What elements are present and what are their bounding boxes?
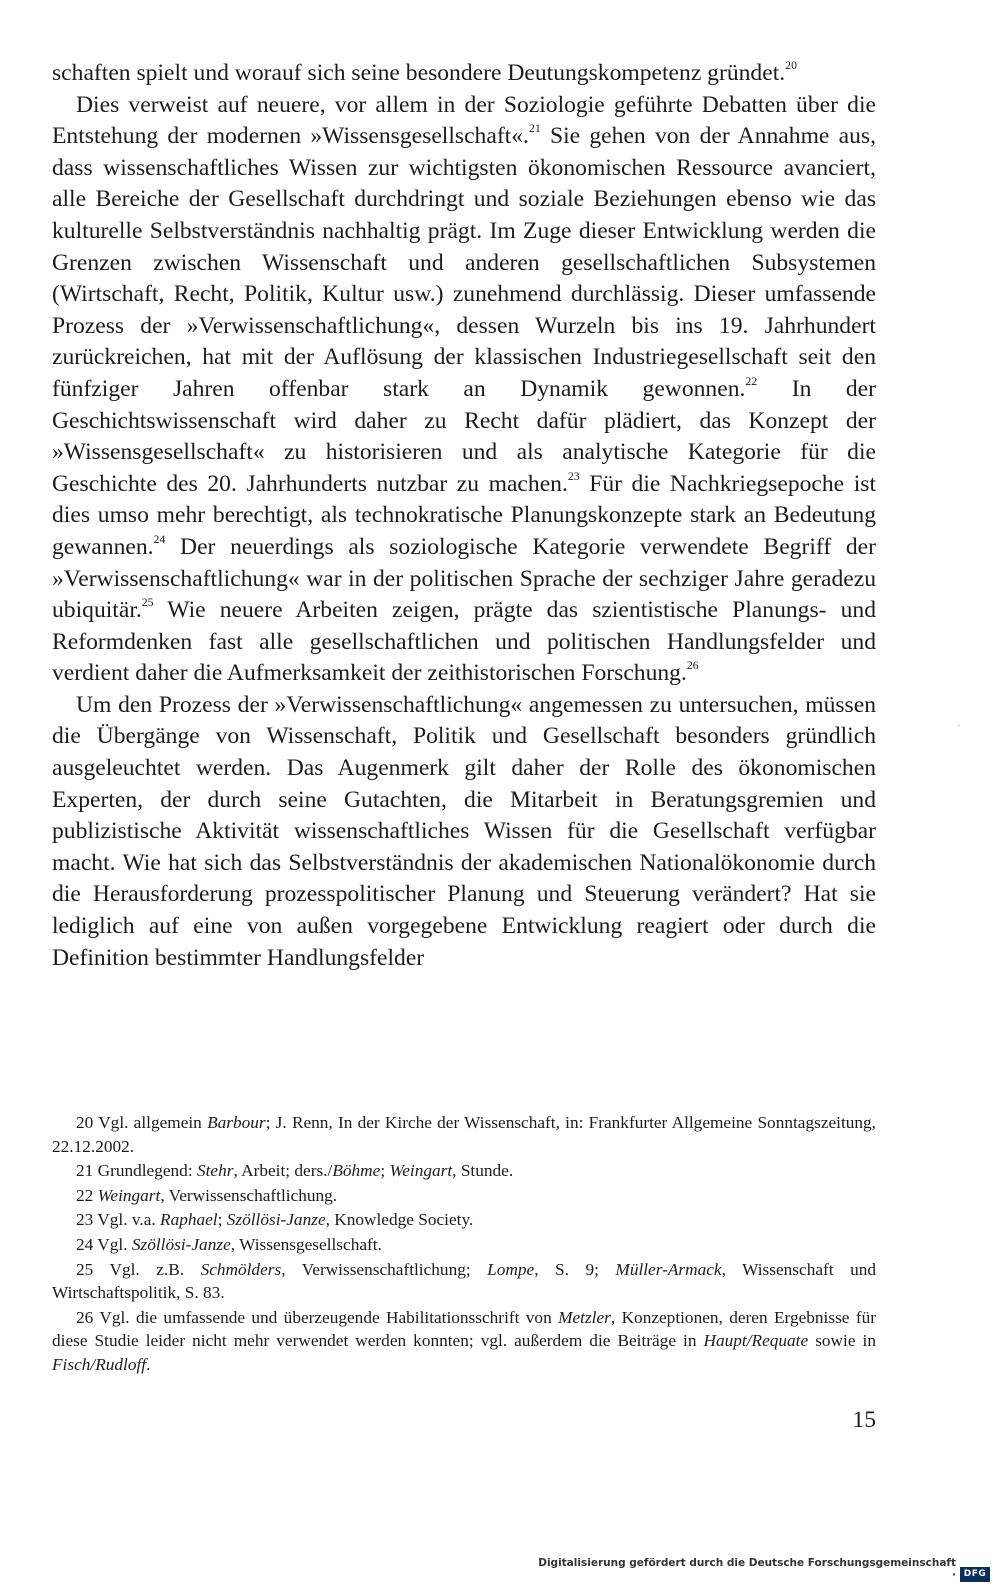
dfg-logo: DFG	[960, 1567, 990, 1582]
footnote	[52, 1208, 876, 1232]
author-name: Weingart	[389, 1161, 453, 1181]
text-run: , S. 9;	[534, 1259, 616, 1279]
text-run: , Wissenschaft und Wirtschaftspolitik, S. 83.	[52, 1259, 876, 1303]
footnote	[52, 1159, 876, 1183]
margin-mark: ·	[957, 718, 961, 732]
text-run: ;	[217, 1210, 227, 1230]
text-run: ;	[380, 1161, 390, 1181]
author-name: Barbour	[207, 1113, 266, 1132]
text-run: Der neuerdings als soziologische Kategorie verwendete Begriff der »Verwissenschaftlichung« war in der politischen Sprache der sechziger Jahre geradezu ubiquitär.	[52, 533, 876, 624]
author-name: Fisch/Rudloff	[52, 1354, 147, 1374]
footnote-ref: 21	[528, 120, 541, 135]
text-run: Um den Prozess der »Verwissenschaftlichung« angemessen zu untersuchen, müssen die Übergänge von Wissenschaft, Politik und Gesellschaft besonders gründlich ausgeleuchtet werden. Das Augenmerk gilt daher der Rolle des ökonomischen Experten, der durch seine Gutachten, die Mitarbeit in Beratungsgremien und publizistische Aktivität wissenschaftliches Wissen für die Gesellschaft verfügbar macht. Wie hat sich das Selbstverständnis der akademischen Nationalökonomie durch die Herausforderung prozesspolitischer Planung und Steuerung verändert? Hat sie lediglich auf eine von außen vorgegebene Entwicklung reagiert oder durch die Definition bestimmter Handlungsfelder	[52, 691, 876, 971]
text-run: Wie neuere Arbeiten zeigen, prägte das szientistische Planungs- und Reformdenken fast alle gesellschaftlichen und politischen Handlungsfelder und verdient daher die Aufmerksamkeit der zeithistorischen Forschung.	[52, 597, 876, 687]
text-run: , Knowledge Society.	[325, 1210, 474, 1230]
footnote	[52, 1306, 876, 1377]
footnote	[52, 1258, 876, 1305]
footnote-ref: 22	[745, 373, 758, 388]
author-name: Böhme	[332, 1161, 381, 1181]
text-run: , Verwissenschaftlichung;	[281, 1259, 488, 1279]
text-run: In der Geschichtswissenschaft wird daher zu Recht dafür plädiert, das Konzept der »Wissensgesellschaft« zu historisieren und als analytische Kategorie für die Geschichte des 20. Jahrhunderts nutzbar zu machen.	[52, 375, 877, 497]
footnote-ref: 25	[141, 594, 154, 609]
text-run: 24 Vgl.	[76, 1234, 132, 1254]
page-body	[52, 58, 876, 974]
author-name: Stehr	[196, 1161, 234, 1181]
paragraph	[52, 690, 876, 974]
text-run: , Stunde.	[452, 1161, 514, 1181]
digitization-credit: Digitalisierung gefördert durch die Deutsche Forschungsgemeinschaft ·	[538, 1557, 956, 1581]
text-run: sowie in	[808, 1331, 876, 1351]
footnotes	[52, 1111, 876, 1377]
footnote	[52, 1233, 876, 1257]
text-run: Dies verweist auf neuere, vor allem in der Soziologie geführte Debatten über die Entstehung der modernen »Wissensgesellschaft«.	[52, 91, 876, 150]
author-name: Raphael	[160, 1210, 218, 1230]
footnote	[52, 1111, 876, 1158]
text-run: .	[146, 1354, 151, 1374]
footnote-ref: 24	[153, 531, 166, 546]
footnote-ref: 20	[785, 57, 797, 72]
author-name: Metzler	[558, 1307, 611, 1327]
text-run: , Arbeit; ders./	[233, 1161, 333, 1181]
body-text	[52, 58, 876, 974]
text-run: , Verwissenschaftlichung.	[160, 1185, 338, 1205]
author-name: Weingart	[97, 1185, 161, 1205]
author-name: Haupt/Requate	[703, 1331, 809, 1351]
text-run: 25 Vgl. z.B.	[76, 1259, 201, 1279]
paragraph	[52, 58, 876, 90]
footnote-ref: 23	[567, 468, 580, 483]
page-number: 15	[852, 1407, 876, 1433]
text-run: 23 Vgl. v.a.	[76, 1210, 161, 1230]
author-name: Lompe	[487, 1259, 535, 1279]
paragraph	[52, 90, 876, 690]
text-run: 21 Grundlegend:	[76, 1161, 197, 1181]
text-run: 20 Vgl. allgemein	[76, 1113, 208, 1132]
text-run: ; J. Renn, In der Kirche der Wissenschaft, in: Frankfurter Allgemeine Sonntagszeitung, 22.12.2002.	[52, 1113, 877, 1156]
footnote-ref: 26	[686, 658, 699, 673]
text-run: , Wissensgesellschaft.	[230, 1234, 382, 1254]
text-run: 22	[76, 1185, 98, 1205]
text-run: , Konzeptionen, deren Ergebnisse für diese Studie leider nicht mehr verwendet werden konnten; vgl. außerdem die Beiträge in	[52, 1307, 876, 1351]
footnote	[52, 1184, 876, 1208]
author-name: Müller-Armack	[615, 1259, 722, 1279]
text-run: Für die Nachkriegsepoche ist dies umso mehr berechtigt, als technokratische Planungskonzepte stark an Bedeutung gewannen.	[52, 470, 876, 560]
text-run: 26 Vgl. die umfassende und überzeugende Habilitationsschrift von	[76, 1307, 559, 1327]
author-name: Szöllösi-Janze	[226, 1210, 326, 1230]
text-run: Sie gehen von der Annahme aus, dass wissenschaftliches Wissen zur wichtigsten ökonomischen Ressource avanciert, alle Bereiche der Gesellschaft durchdringt und soziale Beziehungen ebenso wie das kulturelle Selbstverständnis nachhaltig prägt. Im Zuge dieser Entwicklung werden die Grenzen zwischen Wissenschaft und anderen gesellschaftlichen Subsystemen (Wirtschaft, Recht, Politik, Kultur usw.) zunehmend durchlässig. Dieser umfassende Prozess der »Verwissenschaftlichung«, dessen Wurzeln bis ins 19. Jahrhundert zurückreichen, hat mit der Auflösung der klassischen Industriegesellschaft seit den fünfziger Jahren offenbar stark an Dynamik gewonnen.	[52, 123, 877, 402]
author-name: Szöllösi-Janze	[131, 1234, 231, 1254]
author-name: Schmölders	[200, 1259, 282, 1279]
text-run: schaften spielt und worauf sich seine besondere Deutungskompetenz gründet.	[52, 60, 786, 86]
